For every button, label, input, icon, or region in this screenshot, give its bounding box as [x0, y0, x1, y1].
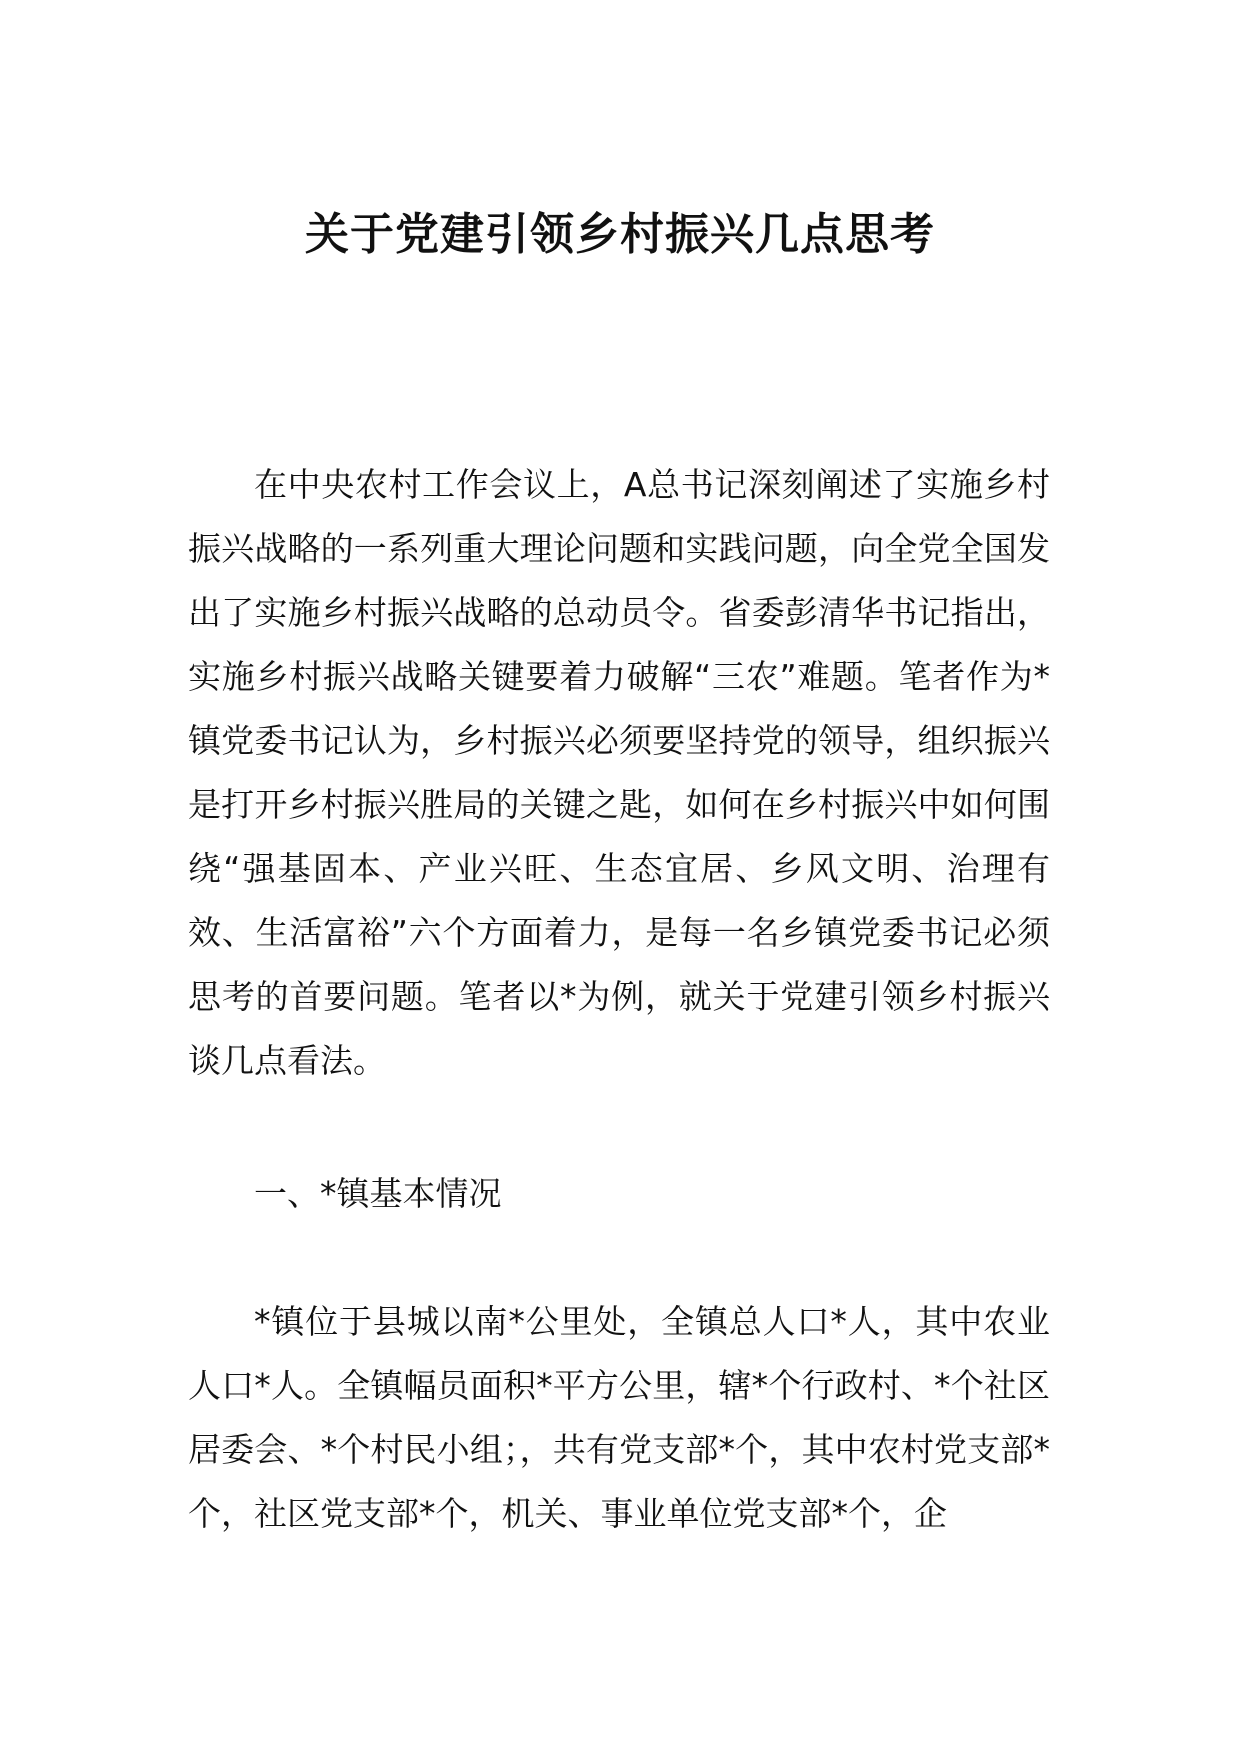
- section-paragraph: *镇位于县城以南*公里处，全镇总人口*人，其中农业人口*人。全镇幅员面积*平方公里，辖*个行政村、*个社区居委会、*个村民小组；，共有党支部*个，其中农村党支部*个，社区党支部*个，机关、事业单位党支部*个，企: [188, 1302, 1050, 1533]
- document-title: 关于党建引领乡村振兴几点思考: [305, 209, 935, 260]
- section-heading: 一、*镇基本情况: [254, 1174, 502, 1213]
- intro-paragraph: 在中央农村工作会议上，A总书记深刻阐述了实施乡村振兴战略的一系列重大理论问题和实践问题，向全党全国发出了实施乡村振兴战略的总动员令。省委彭清华书记指出，实施乡村振兴战略关键要着力破解“三农”难题。笔者作为*镇党委书记认为，乡村振兴必须要坚持党的领导，组织振兴是打开乡村振兴胜局的关键之匙，如何在乡村振兴中如何围绕“强基固本、产业兴旺、生态宜居、乡风文明、治理有效、生活富裕”六个方面着力，是每一名乡镇党委书记必须思考的首要问题。笔者以*为例，就关于党建引领乡村振兴谈几点看法。: [188, 465, 1050, 1080]
